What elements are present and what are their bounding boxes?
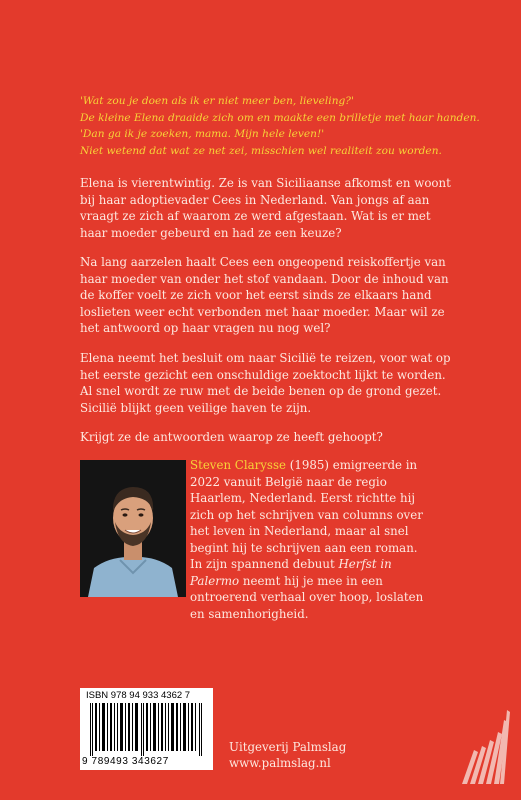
barcode-number: 9 789493 343627 xyxy=(82,756,169,767)
isbn-label: ISBN 978 94 933 4362 7 xyxy=(86,690,191,701)
publisher-info xyxy=(229,739,346,771)
publisher-url: www.palmslag.nl xyxy=(229,756,331,770)
blurb-question: Krijgt ze de antwoorden waarop ze heeft gehoopt? xyxy=(80,430,383,444)
author-name: Steven Clarysse xyxy=(190,458,287,472)
author-bio-text: neemt hij je mee in een ontroerend verhaal over hoop, loslaten en samenhorigheid. xyxy=(190,573,424,621)
back-cover-quote xyxy=(80,93,500,159)
quote-line: Niet wetend dat wat ze net zei, misschien wel realiteit zou worden. xyxy=(80,144,442,157)
author-bio-text: (1985) emigreerde in 2022 vanuit België naar de regio Haarlem, Nederland. Eerst richtte hij zich op het schrijven van columns over het leven in Nederland, maar al snel begint hij te schrijven aan een roman. In zijn spannend debuut xyxy=(190,458,423,571)
publisher-name: Uitgeverij Palmslag xyxy=(229,740,347,754)
isbn-barcode xyxy=(80,688,213,770)
author-bio xyxy=(190,457,430,622)
palm-leaf-icon xyxy=(452,706,510,786)
blurb-paragraph: Na lang aarzelen haalt Cees een ongeopend reiskoffertje van haar moeder van onder het stof vandaan. Door de inhoud van de koffer voelt ze zich voor het eerst sinds ze elkaars hand loslieten weer echt verbonden met haar moeder. Maar wil ze het antwoord op haar vragen nu nog wel? xyxy=(80,255,449,335)
quote-line: De kleine Elena draaide zich om en maakte een brilletje met haar handen. xyxy=(80,111,480,124)
blurb-paragraph: Elena is vierentwintig. Ze is van Siciliaanse afkomst en woont bij haar adoptievader Cees in Nederland. Van jongs af aan vraagt ze zich af waarom ze werd afgestaan. Wat is er met haar moeder gebeurd en had ze een keuze? xyxy=(80,176,451,240)
blurb-paragraph: Elena neemt het besluit om naar Sicilië te reizen, voor wat op het eerste gezicht een onschuldige zoektocht lijkt te worden. Al snel wordt ze ruw met de beide benen op de grond gezet. Sicilië blijkt geen veilige haven te zijn. xyxy=(80,351,451,415)
barcode-bars xyxy=(86,703,207,756)
author-photo xyxy=(80,460,186,597)
quote-line: 'Dan ga ik je zoeken, mama. Mijn hele leven!' xyxy=(80,128,325,140)
book-title: Herfst in Palermo xyxy=(190,557,392,588)
quote-line: 'Wat zou je doen als ik er niet meer ben, lieveling?' xyxy=(80,95,354,107)
